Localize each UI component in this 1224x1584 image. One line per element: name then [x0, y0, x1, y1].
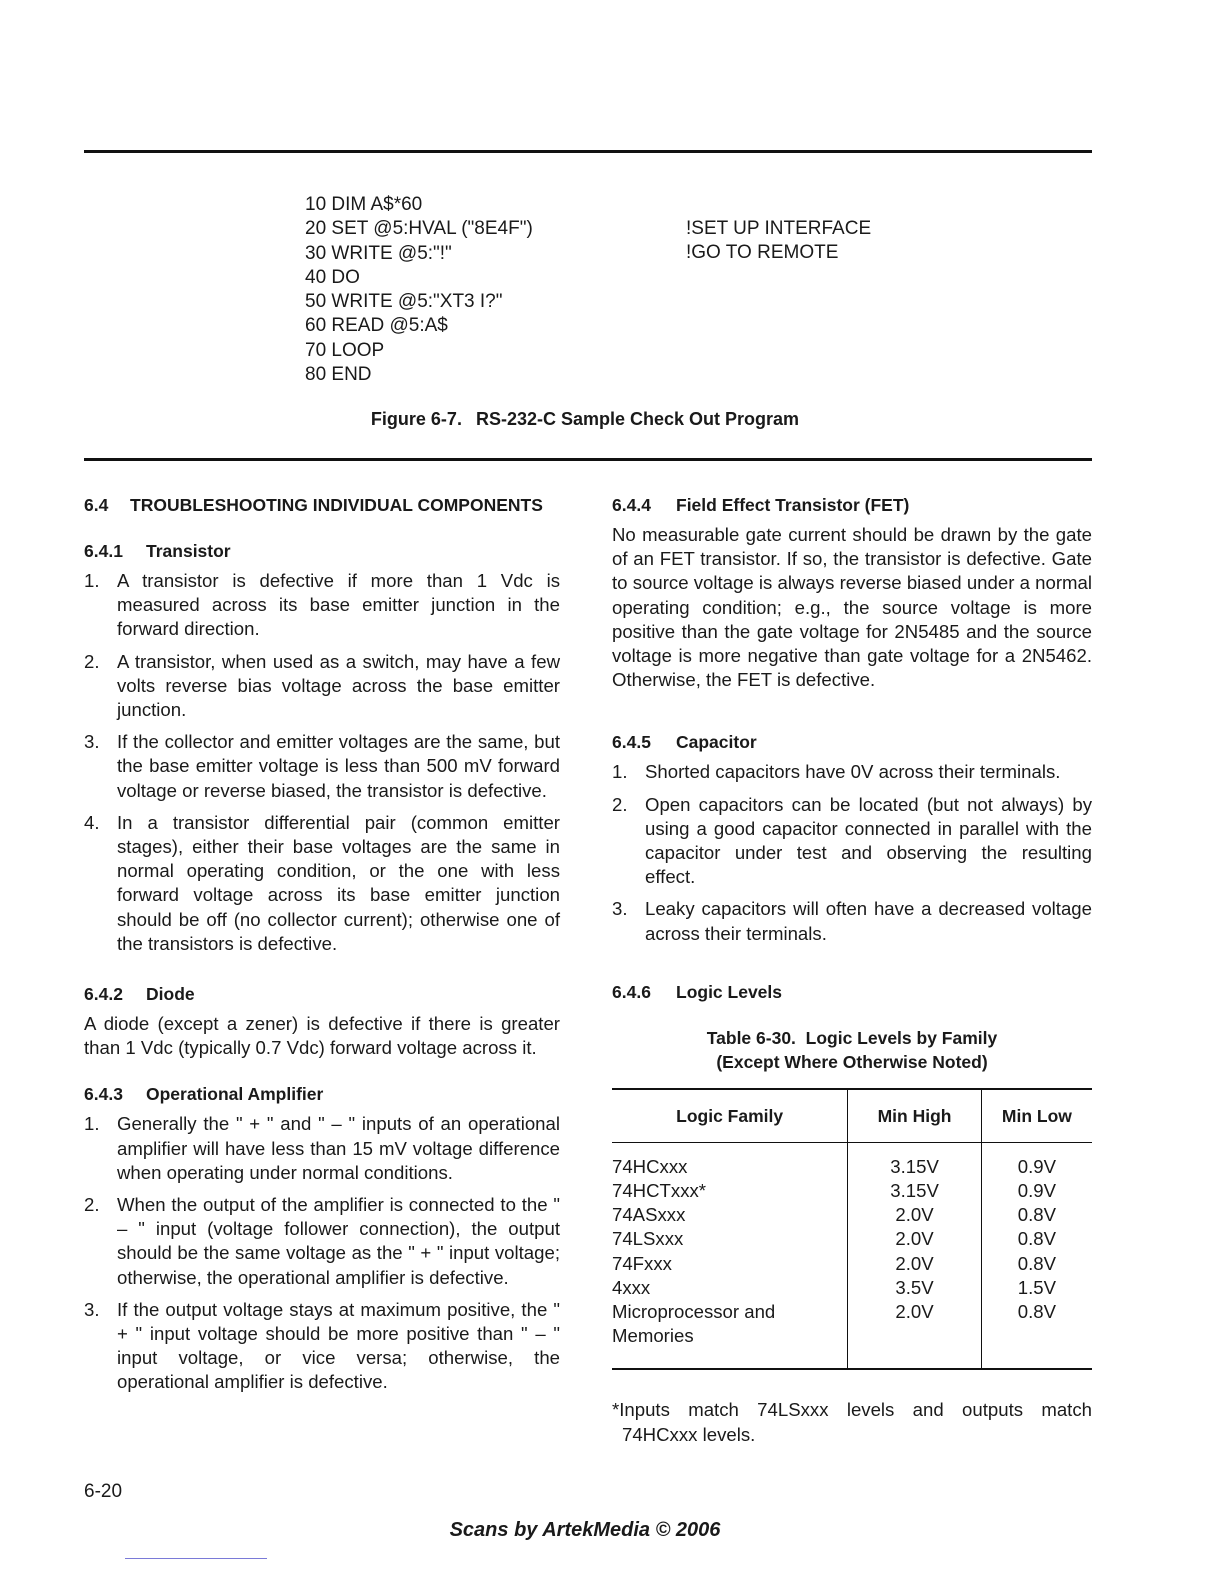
figure-number: Figure 6-7.: [370, 409, 462, 429]
section-heading: 6.4.1 Transistor: [84, 541, 231, 561]
program-comment: !SET UP INTERFACE: [686, 218, 872, 239]
table-row: [612, 1227, 1092, 1251]
table-row: [612, 1203, 1092, 1227]
fet-text: No measurable gate current should be drawn by the gate of an FET transistor. If so, the transistor is defective. Gate to source voltage is always reverse biased under a normal operating condition; e.g., the source voltage is more positive than the gate voltage for 2N5485 and the source voltage is more negative than gate voltage for a 2N5462. Otherwise, the FET is defective.: [612, 524, 1092, 691]
program-comments: [686, 217, 871, 266]
cell-min-high: 3.15V: [848, 1179, 982, 1203]
cell-min-low: 0.9V: [981, 1179, 1092, 1203]
program-line: 70 LOOP: [305, 339, 385, 361]
credit-underline: [125, 1558, 267, 1559]
cell-family: 74ASxxx: [612, 1204, 686, 1226]
top-rule: [84, 150, 1092, 153]
program-line: 20 SET @5:HVAL ("8E4F"): [305, 218, 533, 240]
program-line: 30 WRITE @5:"!": [305, 242, 452, 264]
section-heading: 6.4 TROUBLESHOOTING INDIVIDUAL COMPONENTS: [84, 495, 543, 515]
scan-credit: Scans by ArtekMedia © 2006: [449, 1519, 721, 1541]
cell-family: 74LSxxx: [612, 1228, 684, 1250]
list-item: 1. A transistor is defective if more than 1 Vdc is measured across its base emitter junction in the forward direction.: [84, 570, 560, 640]
logic-levels-table: [612, 1088, 1092, 1371]
cell-min-high: 2.0V: [848, 1300, 982, 1369]
diode-text: A diode (except a zener) is defective if there is greater than 1 Vdc (typically 0.7 Vdc) forward voltage across it.: [84, 1013, 560, 1059]
list-item: 4. In a transistor differential pair (common emitter stages), either their base voltages are the same in normal operating condition, or the one with less forward voltage across its base emitter junction should be off (no collector current); otherwise one of the transistors is defective.: [84, 811, 560, 954]
program-line: 10 DIM A$*60: [305, 194, 423, 215]
cell-min-high: 2.0V: [848, 1227, 982, 1251]
table-row: [612, 1252, 1092, 1276]
cell-min-low: 1.5V: [981, 1276, 1092, 1300]
cell-family: 74HCTxxx*: [612, 1180, 707, 1202]
figure-caption: [0, 409, 1170, 430]
list-item: 1. Shorted capacitors have 0V across their terminals.: [612, 761, 1061, 783]
cell-family: Microprocessor and Memories: [612, 1301, 776, 1347]
list-item: 2. Open capacitors can be located (but not always) by using a good capacitor connected in parallel with the capacitor under test and observing the resulting effect.: [612, 793, 1092, 888]
program-listing: [305, 193, 533, 387]
table-caption-line: (Except Where Otherwise Noted): [716, 1051, 988, 1072]
table-footnote: *Inputs match 74LSxxx levels and outputs match 74HCxxx levels.: [612, 1399, 1092, 1445]
table-caption-line: Table 6-30. Logic Levels by Family: [706, 1027, 998, 1048]
transistor-list: [84, 569, 560, 956]
cell-min-high: 3.5V: [848, 1276, 982, 1300]
cell-min-high: 2.0V: [848, 1203, 982, 1227]
capacitor-list: [612, 760, 1092, 945]
figure-title: RS-232-C Sample Check Out Program: [475, 409, 800, 429]
opamp-list: [84, 1112, 560, 1394]
cell-min-low: 0.8V: [981, 1252, 1092, 1276]
list-item: 3. If the collector and emitter voltages are the same, but the base emitter voltage is less than 500 mV forward voltage or reverse biased, the transistor is defective.: [84, 731, 560, 801]
program-line: 80 END: [305, 364, 372, 386]
table-row: [612, 1179, 1092, 1203]
section-heading: 6.4.6 Logic Levels: [612, 981, 783, 1002]
section-heading: 6.4.2 Diode: [84, 984, 195, 1005]
list-item: 2. When the output of the amplifier is connected to the " – " input (voltage follower connection), the output should be the same voltage as the " + " input voltage; otherwise, the operational amplifier is defective.: [84, 1194, 560, 1288]
section-heading: 6.4.5 Capacitor: [612, 732, 757, 753]
list-item: 2. A transistor, when used as a switch, may have a few volts reverse bias voltage across the base emitter junction.: [84, 650, 560, 721]
cell-min-low: 0.8V: [981, 1300, 1092, 1369]
col-header: Min High: [848, 1089, 982, 1143]
program-line: 50 WRITE @5:"XT3 I?": [305, 291, 503, 313]
mid-rule: [84, 458, 1092, 461]
list-item: 3. If the output voltage stays at maximum positive, the " + " input voltage should be more positive than " – " input voltage, or vice versa; otherwise, the operational amplifier is defective.: [84, 1298, 560, 1393]
col-header: Logic Family: [612, 1089, 848, 1143]
cell-family: 4xxx: [612, 1276, 651, 1298]
cell-min-low: 0.9V: [981, 1142, 1092, 1179]
cell-min-low: 0.8V: [981, 1227, 1092, 1251]
table-row: [612, 1300, 1092, 1369]
cell-family: 74HCxxx: [612, 1155, 688, 1177]
program-line: 60 READ @5:A$: [305, 315, 448, 337]
program-comment: !GO TO REMOTE: [686, 242, 839, 264]
col-header: Min Low: [981, 1089, 1092, 1143]
program-line: 40 DO: [305, 266, 360, 288]
section-heading: 6.4.3 Operational Amplifier: [84, 1084, 324, 1105]
cell-min-high: 3.15V: [848, 1142, 982, 1179]
section-heading: 6.4.4 Field Effect Transistor (FET): [612, 495, 910, 515]
left-column: [84, 493, 560, 1395]
right-column: [612, 493, 1092, 1447]
table-caption: [612, 1026, 1092, 1074]
cell-family: 74Fxxx: [612, 1252, 672, 1274]
page-number: 6-20: [84, 1481, 123, 1502]
table-row: [612, 1142, 1092, 1179]
list-item: 1. Generally the " + " and " – " inputs of an operational amplifier will have less than 15 mV voltage difference when operating under normal conditions.: [84, 1113, 560, 1183]
cell-min-low: 0.8V: [981, 1203, 1092, 1227]
table-row: [612, 1276, 1092, 1300]
list-item: 3. Leaky capacitors will often have a decreased voltage across their terminals.: [612, 898, 1092, 944]
cell-min-high: 2.0V: [848, 1252, 982, 1276]
